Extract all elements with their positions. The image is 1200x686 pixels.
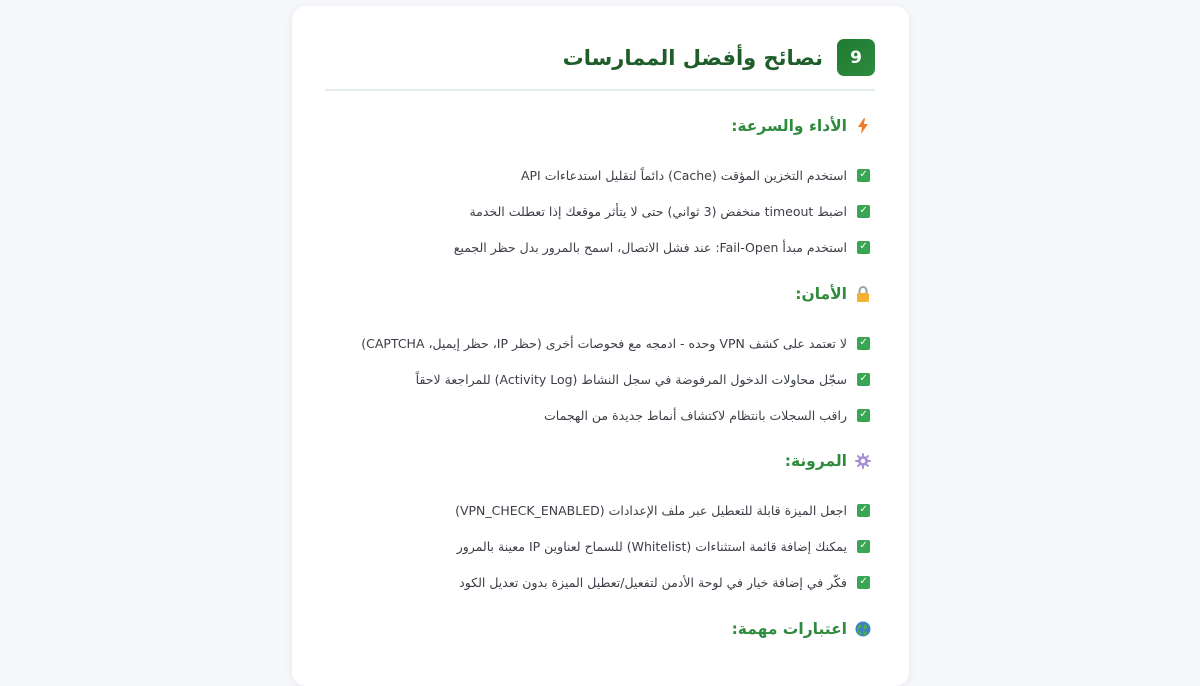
tips-card [292, 6, 909, 686]
group-considerations [326, 617, 871, 641]
list-item [326, 361, 871, 397]
list-item-text: اجعل الميزة قابلة للتعطيل عبر ملف الإعدادات (VPN_CHECK_ENABLED) [455, 502, 847, 518]
group-title: اعتبارات مهمة: [731, 620, 847, 638]
lightning-icon [855, 118, 871, 134]
check-icon: ✓ [857, 241, 870, 254]
list-item [326, 528, 871, 564]
check-icon: ✓ [857, 205, 870, 218]
list-item-text: استخدم مبدأ Fail-Open: عند فشل الاتصال، اسمح بالمرور بدل حظر الجميع [453, 239, 847, 255]
list-item [326, 564, 871, 600]
group-header [326, 449, 871, 473]
list-item-text: راقب السجلات بانتظام لاكتشاف أنماط جديدة من الهجمات [544, 407, 847, 423]
group-header [326, 114, 871, 138]
list-item-text: سجّل محاولات الدخول المرفوضة في سجل النشاط (Activity Log) للمراجعة لاحقاً [415, 371, 847, 387]
check-icon: ✓ [857, 409, 870, 422]
group-header [326, 282, 871, 306]
list-item-text: استخدم التخزين المؤقت (Cache) دائماً لتقليل استدعاءات API [520, 167, 847, 183]
list-item [326, 397, 871, 433]
list-item [326, 325, 871, 361]
list-item [326, 229, 871, 265]
list-item-text: لا تعتمد على كشف VPN وحده - ادمجه مع فحوصات أخرى (حظر IP، حظر إيميل، CAPTCHA) [361, 335, 847, 351]
check-icon: ✓ [857, 373, 870, 386]
group-flexibility [326, 449, 871, 600]
list-item [326, 157, 871, 193]
globe-icon [855, 621, 871, 637]
group-performance [326, 114, 871, 265]
lock-icon [855, 286, 871, 302]
list-item [326, 492, 871, 528]
tips-list [326, 157, 871, 265]
divider [325, 89, 875, 91]
check-icon: ✓ [857, 169, 870, 182]
section-title: نصائح وأفضل الممارسات [562, 45, 823, 70]
check-icon: ✓ [857, 337, 870, 350]
group-title: المرونة: [784, 452, 847, 470]
list-item-text: فكّر في إضافة خيار في لوحة الأدمن لتفعيل/تعطيل الميزة بدون تعديل الكود [459, 574, 847, 590]
group-title: الأداء والسرعة: [731, 117, 847, 135]
list-item-text: يمكنك إضافة قائمة استثناءات (Whitelist) للسماح لعناوين IP معينة بالمرور [456, 538, 847, 554]
group-security [326, 282, 871, 433]
group-title: الأمان: [795, 285, 847, 303]
check-icon: ✓ [857, 540, 870, 553]
list-item-text: اضبط timeout منخفض (3 ثواني) حتى لا يتأثر موقعك إذا تعطلت الخدمة [469, 203, 847, 219]
check-icon: ✓ [857, 504, 870, 517]
tips-list [326, 492, 871, 600]
tips-list [326, 325, 871, 433]
list-item [326, 193, 871, 229]
section-number-badge: 9 [837, 39, 875, 76]
section-header [563, 39, 875, 76]
group-header [326, 617, 871, 641]
gear-icon [855, 453, 871, 469]
check-icon: ✓ [857, 576, 870, 589]
